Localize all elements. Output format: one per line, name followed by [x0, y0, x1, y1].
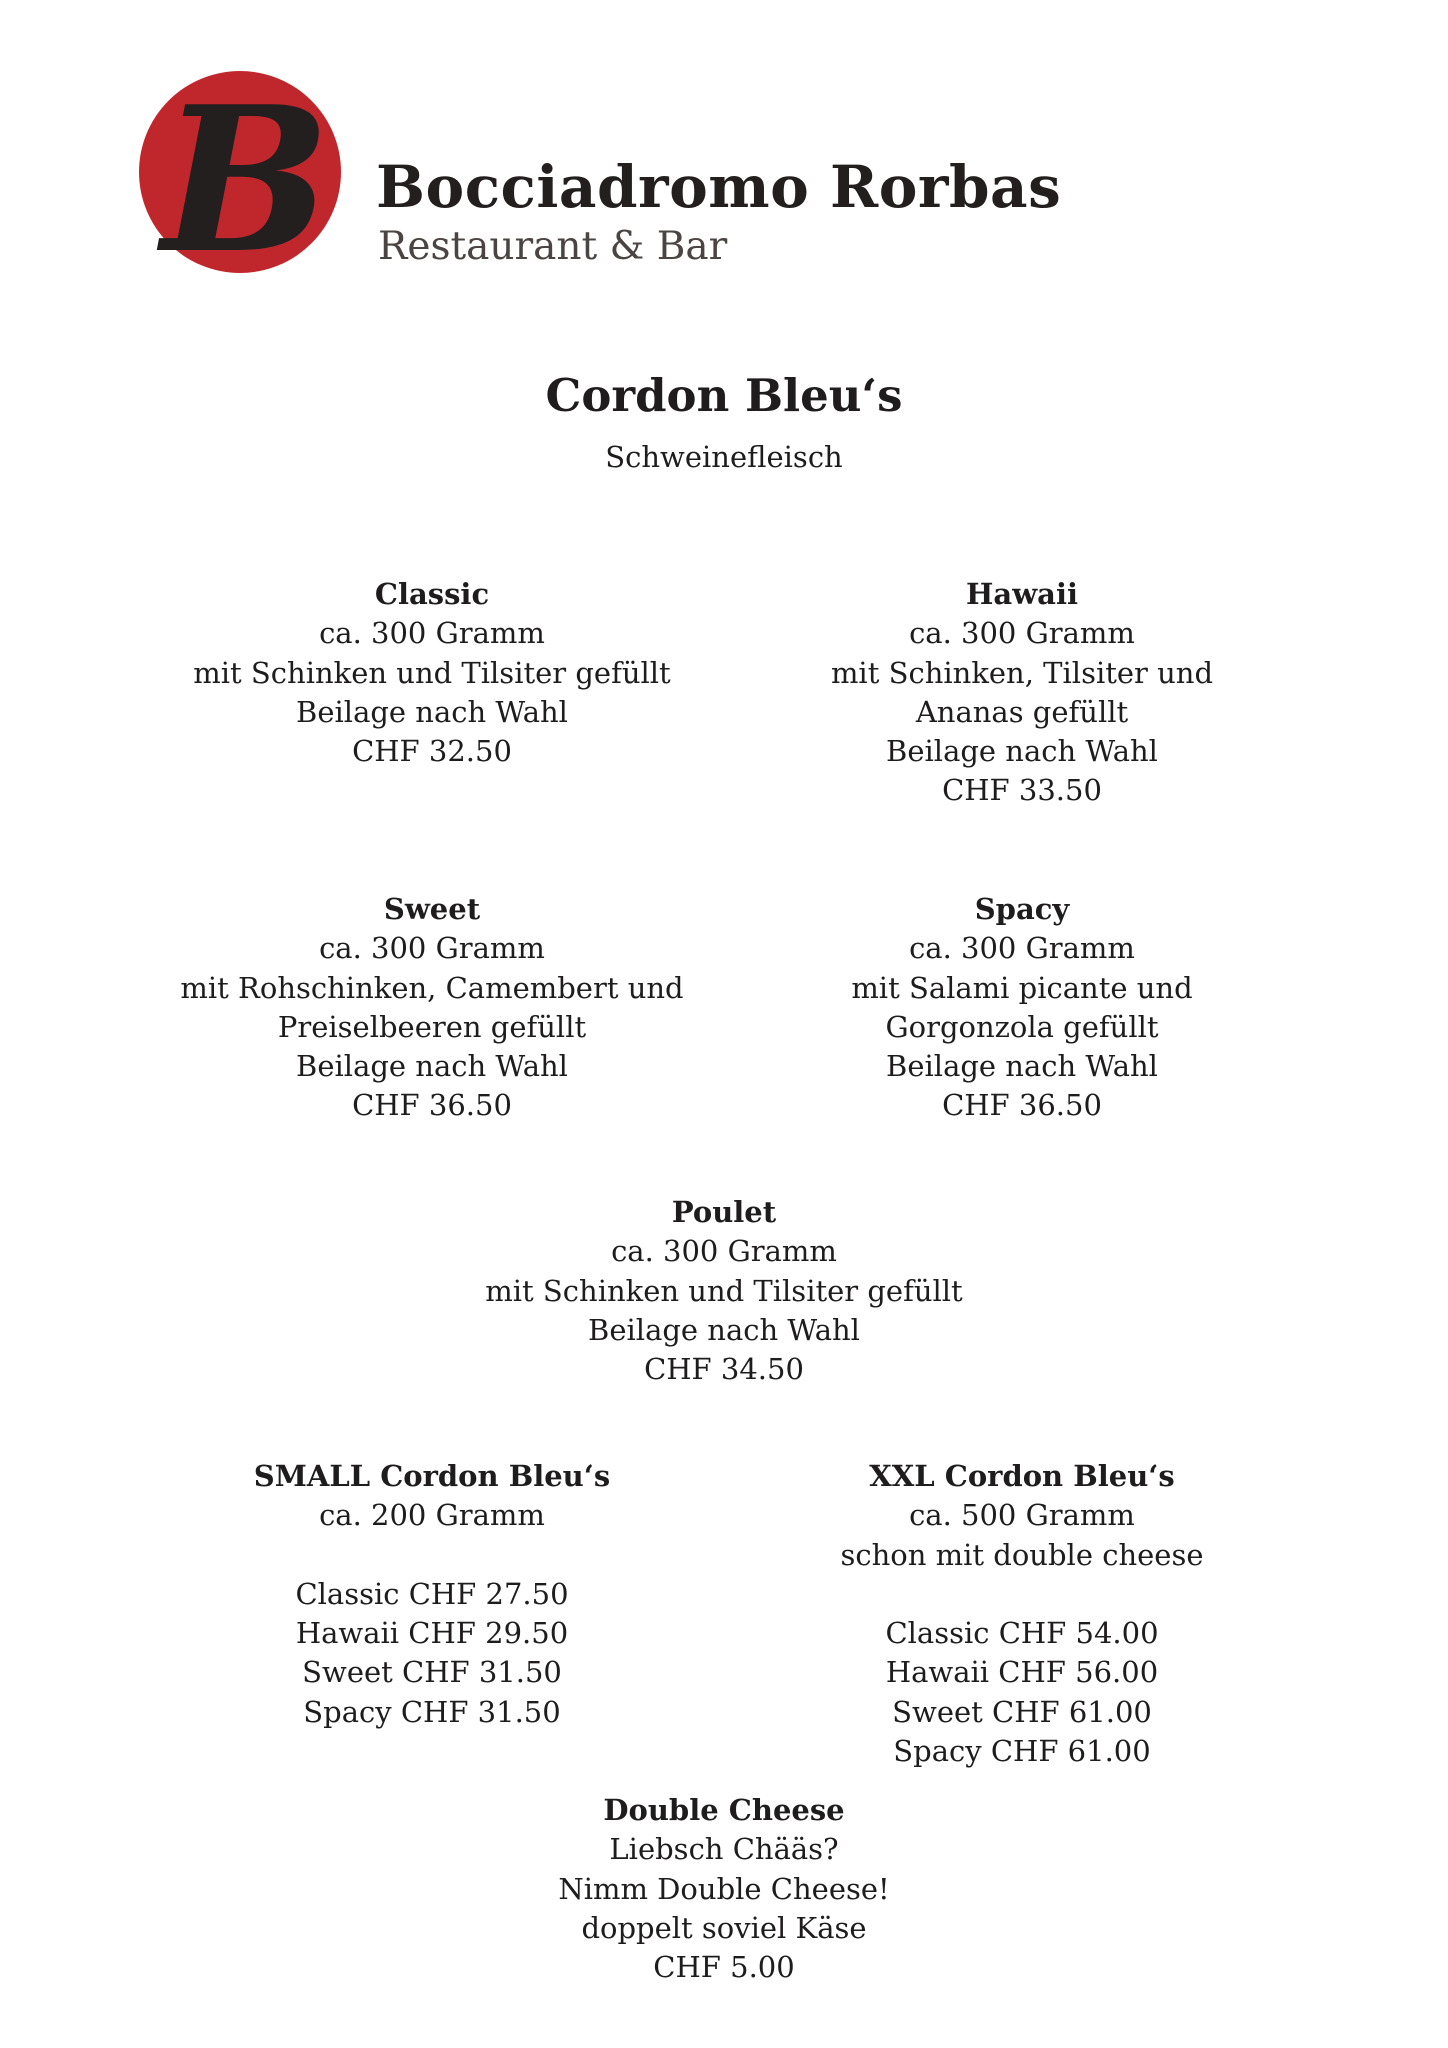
- item-description: mit Schinken, Tilsiter und: [830, 655, 1214, 690]
- menu-item-sweet: [132, 890, 732, 1126]
- item-description: Preiselbeeren gefüllt: [277, 1009, 587, 1044]
- item-name: Hawaii: [966, 577, 1078, 611]
- menu-item-double-cheese: [424, 1791, 1024, 1987]
- item-weight: ca. 500 Gramm: [909, 1498, 1135, 1533]
- item-name: Poulet: [671, 1195, 777, 1229]
- item-name: SMALL Cordon Bleu‘s: [253, 1459, 611, 1493]
- item-side: Beilage nach Wahl: [296, 694, 568, 729]
- small-price-sweet: Sweet CHF 31.50: [302, 1655, 562, 1690]
- spacer: [722, 1575, 1322, 1614]
- small-price-spacy: Spacy CHF 31.50: [303, 1694, 561, 1729]
- item-weight: ca. 300 Gramm: [909, 931, 1135, 966]
- small-price-classic: Classic CHF 27.50: [295, 1576, 569, 1611]
- logo-letter: B: [161, 70, 331, 274]
- item-side: Beilage nach Wahl: [588, 1312, 860, 1347]
- restaurant-logo: [138, 70, 342, 274]
- item-name: Spacy: [974, 892, 1070, 926]
- item-description: mit Salami picante und: [851, 970, 1193, 1005]
- spacer: [132, 1536, 732, 1575]
- menu-item-poulet: [424, 1193, 1024, 1389]
- restaurant-name: Bocciadromo Rorbas: [376, 153, 1062, 221]
- item-weight: ca. 300 Gramm: [611, 1234, 837, 1269]
- menu-item-hawaii: [722, 575, 1322, 811]
- item-line: Nimm Double Cheese!: [558, 1871, 890, 1906]
- item-note: schon mit double cheese: [840, 1537, 1204, 1572]
- menu-item-spacy: [722, 890, 1322, 1126]
- menu-title: Cordon Bleu‘s: [545, 369, 903, 422]
- restaurant-subtitle: Restaurant & Bar: [378, 224, 728, 269]
- item-price: CHF 36.50: [942, 1088, 1102, 1123]
- item-weight: ca. 300 Gramm: [319, 616, 545, 651]
- menu-item-classic: [132, 575, 732, 771]
- item-price: CHF 36.50: [352, 1088, 512, 1123]
- item-description: mit Schinken und Tilsiter gefüllt: [193, 655, 671, 690]
- item-description: mit Rohschinken, Camembert und: [180, 970, 684, 1005]
- xxl-price-classic: Classic CHF 54.00: [885, 1616, 1159, 1651]
- item-price: CHF 5.00: [653, 1950, 795, 1985]
- menu-item-xxl: [722, 1457, 1322, 1771]
- item-line: Liebsch Chääs?: [609, 1832, 839, 1867]
- item-side: Beilage nach Wahl: [886, 1049, 1158, 1084]
- item-weight: ca. 200 Gramm: [319, 1498, 545, 1533]
- item-side: Beilage nach Wahl: [296, 1049, 568, 1084]
- item-name: Sweet: [383, 892, 481, 926]
- item-description: mit Schinken und Tilsiter gefüllt: [485, 1273, 963, 1308]
- menu-subtitle: Schweinefleisch: [605, 440, 843, 474]
- xxl-price-sweet: Sweet CHF 61.00: [892, 1694, 1152, 1729]
- item-name: Classic: [374, 577, 490, 611]
- item-name: Double Cheese: [603, 1793, 845, 1827]
- item-name: XXL Cordon Bleu‘s: [869, 1459, 1175, 1493]
- menu-item-small: [132, 1457, 732, 1732]
- xxl-price-spacy: Spacy CHF 61.00: [893, 1734, 1151, 1769]
- xxl-price-hawaii: Hawaii CHF 56.00: [885, 1655, 1159, 1690]
- item-price: CHF 33.50: [942, 773, 1102, 808]
- small-price-hawaii: Hawaii CHF 29.50: [295, 1616, 569, 1651]
- item-weight: ca. 300 Gramm: [319, 931, 545, 966]
- item-description: Gorgonzola gefüllt: [885, 1009, 1159, 1044]
- item-price: CHF 34.50: [644, 1352, 804, 1387]
- item-side: Beilage nach Wahl: [886, 734, 1158, 769]
- item-price: CHF 32.50: [352, 734, 512, 769]
- item-description: Ananas gefüllt: [915, 694, 1129, 729]
- item-line: doppelt soviel Käse: [581, 1910, 867, 1945]
- item-weight: ca. 300 Gramm: [909, 616, 1135, 651]
